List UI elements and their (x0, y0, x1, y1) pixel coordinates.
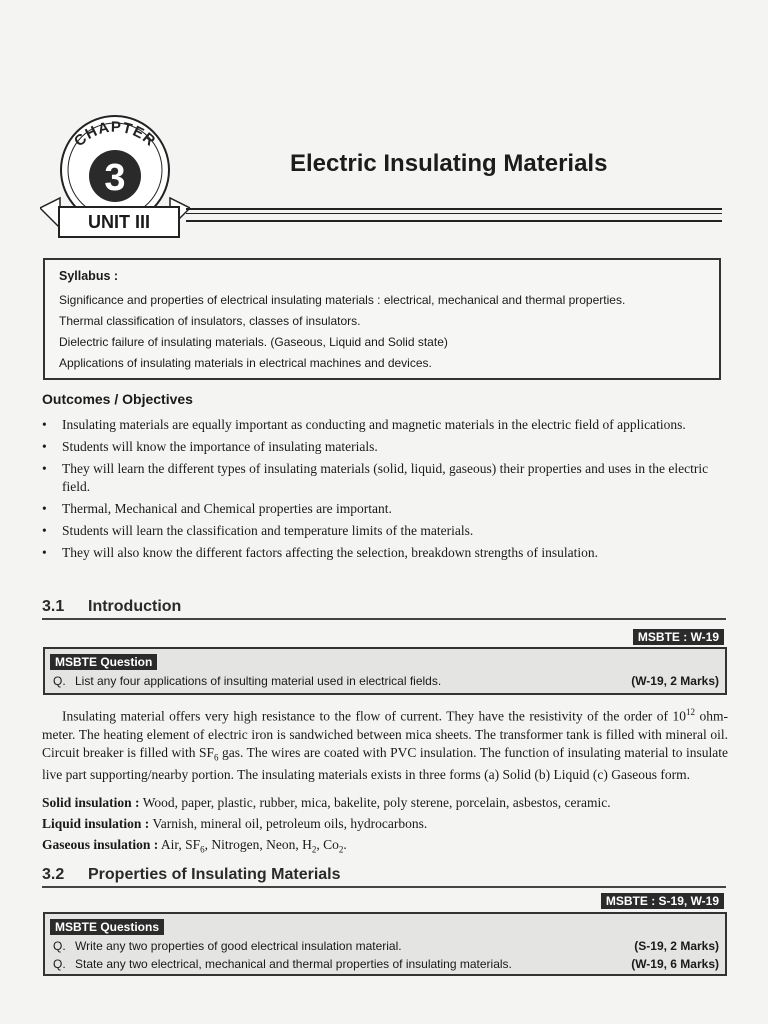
syllabus-item: Applications of insulating materials in electrical machines and devices. (59, 356, 432, 370)
section-heading (42, 866, 341, 884)
question-box (43, 647, 727, 695)
intro-text: Insulating material offers very high resistance to the flow of current. They have the resistivity of the order of 10 (62, 708, 687, 724)
syllabus-heading: Syllabus : (59, 269, 119, 283)
question-marker: Q. (53, 957, 66, 971)
liquid-insulation-text: Varnish, mineral oil, petroleum oils, hydrocarbons. (152, 816, 428, 831)
outcome-item: • Students will know the importance of insulating materials. (42, 438, 728, 456)
subscript: 6 (200, 844, 205, 855)
question-box-heading: MSBTE Question (50, 654, 157, 670)
solid-insulation-line (42, 795, 611, 811)
outcome-item: • They will also know the different factors affecting the selection, breakdown strengths of insulation. (42, 544, 728, 562)
question-marks: (W-19, 2 Marks) (631, 674, 719, 688)
gaseous-text: Air, SF (160, 837, 201, 852)
gaseous-text: , Nitrogen, Neon, H (204, 837, 312, 852)
syllabus-item: Thermal classification of insulators, classes of insulators. (59, 314, 361, 328)
intro-paragraph (42, 703, 728, 784)
question-box-heading: MSBTE Questions (50, 919, 164, 935)
gaseous-insulation-line (42, 837, 347, 855)
section-rule (42, 618, 726, 620)
solid-insulation-text: Wood, paper, plastic, rubber, mica, bakelite, poly sterene, porcelain, asbestos, ceramic. (142, 795, 611, 810)
msbte-tag: MSBTE : S-19, W-19 (601, 893, 724, 909)
section-heading (42, 598, 181, 616)
outcomes-list (42, 416, 728, 566)
liquid-insulation-label: Liquid insulation : (42, 816, 150, 831)
question-row (45, 937, 725, 955)
unit-label: UNIT III (58, 206, 180, 238)
question-text: Write any two properties of good electrical insulation material. (75, 939, 402, 953)
intro-text: ohm-meter. The heating element of electric iron is sandwiched between mica sheets. The transformer tank is filled with mineral oil. Circuit breaker is filled with SF (42, 708, 728, 760)
outcome-item: • Thermal, Mechanical and Chemical properties are important. (42, 500, 728, 518)
question-text: State any two electrical, mechanical and thermal properties of insulating materials. (75, 957, 512, 971)
syllabus-item: Significance and properties of electrical insulating materials : electrical, mechanical and thermal properties. (59, 293, 626, 307)
exponent: 12 (686, 707, 696, 717)
gaseous-text: . (343, 837, 347, 852)
title-rule (186, 208, 722, 222)
question-marker: Q. (53, 939, 66, 953)
gaseous-text: , Co (316, 837, 339, 852)
question-row (45, 955, 725, 973)
section-number: 3.1 (42, 598, 65, 615)
section-rule (42, 886, 726, 888)
outcome-item: • Insulating materials are equally important as conducting and magnetic materials in the electric field of applications. (42, 416, 728, 434)
section-title: Properties of Insulating Materials (88, 866, 341, 883)
chapter-label: CHAPTER (70, 118, 160, 151)
intro-text: gas. The wires are coated with PVC insulation. The function of insulating material to insulate live part supporting/nearby portion. The insulating materials exists in three forms (a) Solid (b) Liquid (c) Gaseous form. (42, 744, 729, 783)
solid-insulation-label: Solid insulation : (42, 795, 140, 810)
msbte-tag: MSBTE : W-19 (633, 629, 724, 645)
liquid-insulation-line (42, 816, 427, 832)
subscript: 2 (311, 844, 317, 855)
question-row (45, 672, 725, 690)
question-marker: Q. (53, 674, 66, 688)
syllabus-item: Dielectric failure of insulating materials. (Gaseous, Liquid and Solid state) (59, 335, 448, 349)
section-title: Introduction (88, 598, 182, 615)
chapter-title: Electric Insulating Materials (290, 150, 608, 177)
subscript: 2 (338, 844, 344, 855)
syllabus-box (43, 258, 721, 380)
outcome-item: • Students will learn the classification and temperature limits of the materials. (42, 522, 728, 540)
question-text: List any four applications of insulting material used in electrical fields. (75, 674, 442, 688)
question-marks: (W-19, 6 Marks) (631, 957, 719, 971)
gaseous-insulation-label: Gaseous insulation : (42, 837, 159, 852)
question-marks: (S-19, 2 Marks) (634, 939, 719, 953)
outcomes-heading: Outcomes / Objectives (42, 391, 193, 407)
section-number: 3.2 (42, 866, 65, 883)
chapter-number: 3 (104, 157, 126, 199)
subscript: 6 (214, 752, 219, 763)
question-box (43, 912, 727, 976)
outcome-item: • They will learn the different types of insulating materials (solid, liquid, gaseous) their properties and uses in the electric field. (42, 460, 728, 496)
